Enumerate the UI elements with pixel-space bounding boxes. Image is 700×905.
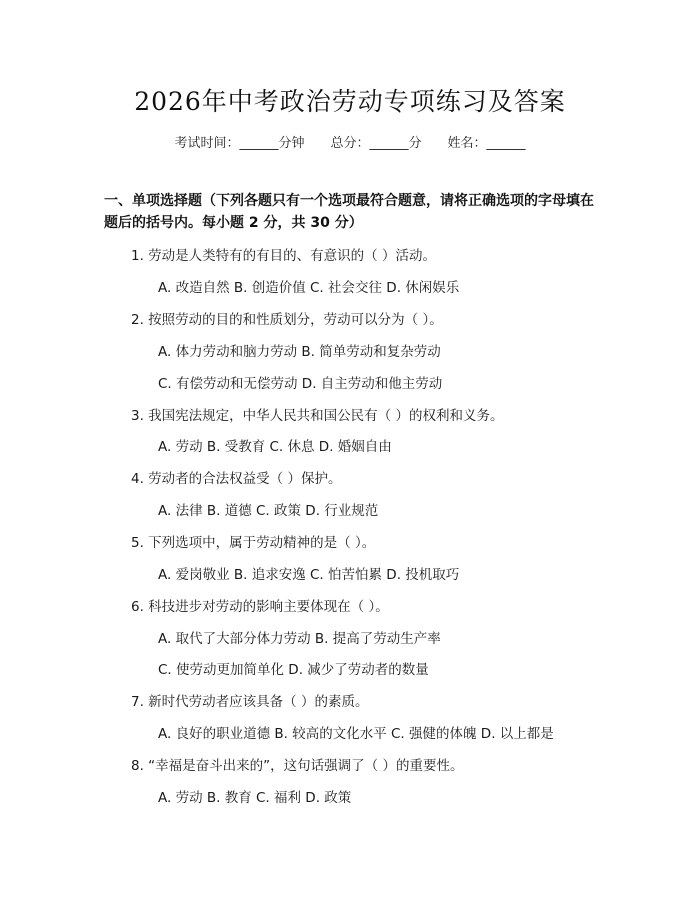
question-options: A. 法律 B. 道德 C. 政策 D. 行业规范 — [158, 503, 379, 519]
question-options: A. 改造自然 B. 创造价值 C. 社会交往 D. 休闲娱乐 — [158, 280, 460, 296]
question-options: A. 劳动 B. 教育 C. 福利 D. 政策 — [158, 790, 352, 806]
question-options: C. 有偿劳动和无偿劳动 D. 自主劳动和他主劳动 — [158, 376, 443, 392]
exam-time-field: 考试时间：______分钟 — [174, 136, 305, 151]
question-stem: 6. 科技进步对劳动的影响主要体现在（ ）。 — [131, 599, 389, 615]
question-stem: 1. 劳动是人类特有的有目的、有意识的（ ）活动。 — [131, 248, 436, 264]
question-options: A. 良好的职业道德 B. 较高的文化水平 C. 强健的体魄 D. 以上都是 — [158, 726, 554, 742]
question-stem: 7. 新时代劳动者应该具备（ ）的素质。 — [131, 694, 369, 710]
question-options: A. 劳动 B. 受教育 C. 休息 D. 婚姻自由 — [158, 439, 392, 455]
question-stem: 8. “幸福是奋斗出来的”，这句话强调了（ ）的重要性。 — [131, 758, 464, 774]
question-stem: 2. 按照劳动的目的和性质划分，劳动可以分为（ ）。 — [131, 312, 443, 328]
question-options: C. 使劳动更加简单化 D. 减少了劳动者的数量 — [158, 662, 429, 678]
question-stem: 4. 劳动者的合法权益受（ ）保护。 — [131, 471, 342, 487]
question-options: A. 爱岗敬业 B. 追求安逸 C. 怕苦怕累 D. 投机取巧 — [158, 567, 460, 583]
document-title: 2026年中考政治劳动专项练习及答案 — [134, 87, 566, 116]
question-stem: 5. 下列选项中，属于劳动精神的是（ ）。 — [131, 535, 376, 551]
section-heading: 一、单项选择题（下列各题只有一个选项最符合题意，请将正确选项的字母填在题后的括号内。每小题 2 分，共 30 分） — [104, 193, 594, 231]
total-score-field: 总分：______分 — [330, 136, 422, 151]
question-options: A. 取代了大部分体力劳动 B. 提高了劳动生产率 — [158, 631, 441, 647]
name-field: 姓名：______ — [447, 136, 526, 151]
question-stem: 3. 我国宪法规定，中华人民共和国公民有（ ）的权利和义务。 — [131, 408, 504, 424]
question-options: A. 体力劳动和脑力劳动 B. 简单劳动和复杂劳动 — [158, 344, 441, 360]
